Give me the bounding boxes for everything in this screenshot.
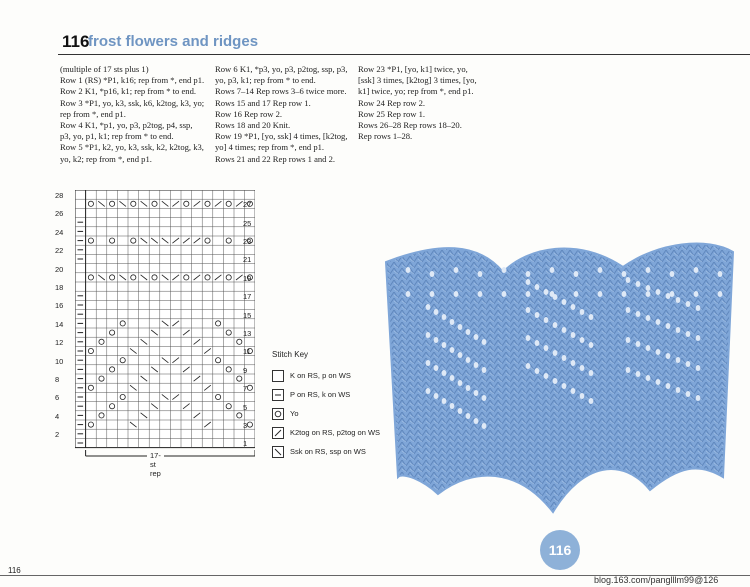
instruction-line: Row 3 *P1, yo, k3, ssk, k6, k2tog, k3, yo; bbox=[60, 97, 205, 108]
chart-row-number: 22 bbox=[55, 246, 64, 256]
instruction-line: Rep rows 1–28. bbox=[358, 131, 413, 142]
chart-row-number: 16 bbox=[55, 301, 64, 311]
instructions-column-3 bbox=[358, 64, 508, 142]
pattern-number: 116 bbox=[62, 32, 90, 51]
instruction-line: Rows 18 and 20 Knit. bbox=[215, 120, 291, 131]
chart-row-number: 24 bbox=[55, 227, 64, 237]
instruction-line: rep from *, end p1. bbox=[60, 108, 126, 119]
dash-key-icon bbox=[272, 389, 284, 401]
chart-row-number: 19 bbox=[243, 273, 252, 283]
pattern-title: frost flowers and ridges bbox=[88, 33, 259, 50]
instruction-line: p3, yo, p1, k1; rep from * to end. bbox=[60, 131, 174, 142]
chart-row-number: 26 bbox=[55, 209, 64, 219]
instruction-line: [ssk] 3 times, [k2tog] 3 times, [yo, bbox=[358, 75, 477, 86]
instruction-line: Row 4 K1, *p1, yo, p3, p2tog, p4, ssp, bbox=[60, 120, 193, 131]
stitch-key bbox=[272, 350, 380, 461]
chart-row-number: 28 bbox=[55, 191, 64, 200]
stitch-key-item bbox=[272, 385, 380, 404]
chart-row-number: 1 bbox=[243, 439, 248, 449]
chart-row-number: 15 bbox=[243, 310, 252, 320]
footer-page-number: 116 bbox=[8, 566, 21, 575]
instruction-line: Rows 21 and 22 Rep rows 1 and 2. bbox=[215, 153, 336, 164]
chart-row-number: 10 bbox=[55, 356, 64, 366]
instruction-line: Row 19 *P1, [yo, ssk] 4 times, [k2tog, bbox=[215, 131, 348, 142]
instruction-line: Row 5 *P1, k2, yo, k3, ssk, k2, k2tog, k3, bbox=[60, 142, 204, 153]
stitch-key-item bbox=[272, 366, 380, 385]
stitch-key-item bbox=[272, 442, 380, 461]
instruction-line: Row 6 K1, *p3, yo, p3, p2tog, ssp, p3, bbox=[215, 64, 348, 74]
instruction-line: yo, p3, k1; rep from * to end. bbox=[215, 75, 316, 86]
chart-row-number: 12 bbox=[55, 338, 64, 348]
k2tog-key-icon bbox=[272, 427, 284, 439]
chart-row-number: 4 bbox=[55, 411, 60, 421]
chart-row-number: 2 bbox=[55, 430, 60, 440]
instruction-line: Rows 26–28 Rep rows 18–20. bbox=[358, 120, 462, 131]
instruction-line: yo] 4 times; rep from *, end p1. bbox=[215, 142, 325, 153]
instruction-line: Row 16 Rep row 2. bbox=[215, 108, 283, 119]
chart-row-number: 13 bbox=[243, 329, 252, 338]
chart-row-number: 8 bbox=[55, 375, 60, 384]
chart-row-number: 3 bbox=[243, 421, 248, 430]
chart-grid bbox=[75, 190, 255, 452]
stitch-key-label: Yo bbox=[290, 409, 299, 418]
chart-row-number: 23 bbox=[243, 237, 252, 246]
circle-key-icon bbox=[272, 408, 284, 420]
instruction-line: Row 1 (RS) *P1, k16; rep from *, end p1. bbox=[60, 75, 205, 86]
repeat-bracket bbox=[75, 448, 255, 462]
chart-row-number: 9 bbox=[243, 365, 248, 375]
stitch-key-item bbox=[272, 423, 380, 442]
chart-row-number: 27 bbox=[243, 200, 252, 210]
stitch-key-label: Ssk on RS, ssp on WS bbox=[290, 447, 366, 456]
instruction-line: Row 23 *P1, [yo, k1] twice, yo, bbox=[358, 64, 468, 74]
instruction-line: k1] twice, yo; rep from *, end p1. bbox=[358, 86, 474, 97]
chart-row-number: 20 bbox=[55, 264, 64, 274]
stitch-key-label: K on RS, p on WS bbox=[290, 371, 351, 380]
chart-row-number: 7 bbox=[243, 384, 248, 394]
chart-row-number: 18 bbox=[55, 283, 64, 292]
chart-row-number: 5 bbox=[243, 402, 248, 412]
instruction-line: (multiple of 17 sts plus 1) bbox=[60, 64, 149, 74]
chart-row-number: 6 bbox=[55, 393, 60, 403]
chart-row-number: 14 bbox=[55, 319, 64, 329]
instruction-line: Row 25 Rep row 1. bbox=[358, 108, 426, 119]
instruction-line: Row 24 Rep row 2. bbox=[358, 97, 426, 108]
chart-row-number: 11 bbox=[243, 347, 251, 357]
ssk-key-icon bbox=[272, 446, 284, 458]
chart-row-number: 17 bbox=[243, 292, 252, 302]
instruction-line: Rows 15 and 17 Rep row 1. bbox=[215, 97, 311, 108]
instruction-line: yo, k2; rep from *, end p1. bbox=[60, 153, 152, 164]
stitch-key-item bbox=[272, 404, 380, 423]
instruction-line: Rows 7–14 Rep rows 3–6 twice more. bbox=[215, 86, 347, 97]
chart-row-number: 25 bbox=[243, 218, 252, 228]
knitted-swatch-photo bbox=[378, 232, 750, 524]
instructions-column-2 bbox=[215, 64, 357, 165]
watermark: blog.163.com/panglllm99@126 bbox=[594, 575, 719, 585]
stitch-key-title: Stitch Key bbox=[272, 350, 309, 359]
stitch-key-label: P on RS, k on WS bbox=[290, 390, 351, 399]
repeat-label: 17-st rep bbox=[147, 451, 164, 478]
stitch-key-label: K2tog on RS, p2tog on WS bbox=[290, 428, 381, 437]
empty-key-icon bbox=[272, 370, 284, 382]
instruction-line: Row 2 K1, *p16, k1; rep from * to end. bbox=[60, 86, 197, 97]
title-bar bbox=[58, 30, 750, 55]
instructions-column-1 bbox=[60, 64, 210, 165]
chart-row-number: 21 bbox=[243, 255, 252, 265]
page-number-badge: 116 bbox=[540, 530, 580, 570]
